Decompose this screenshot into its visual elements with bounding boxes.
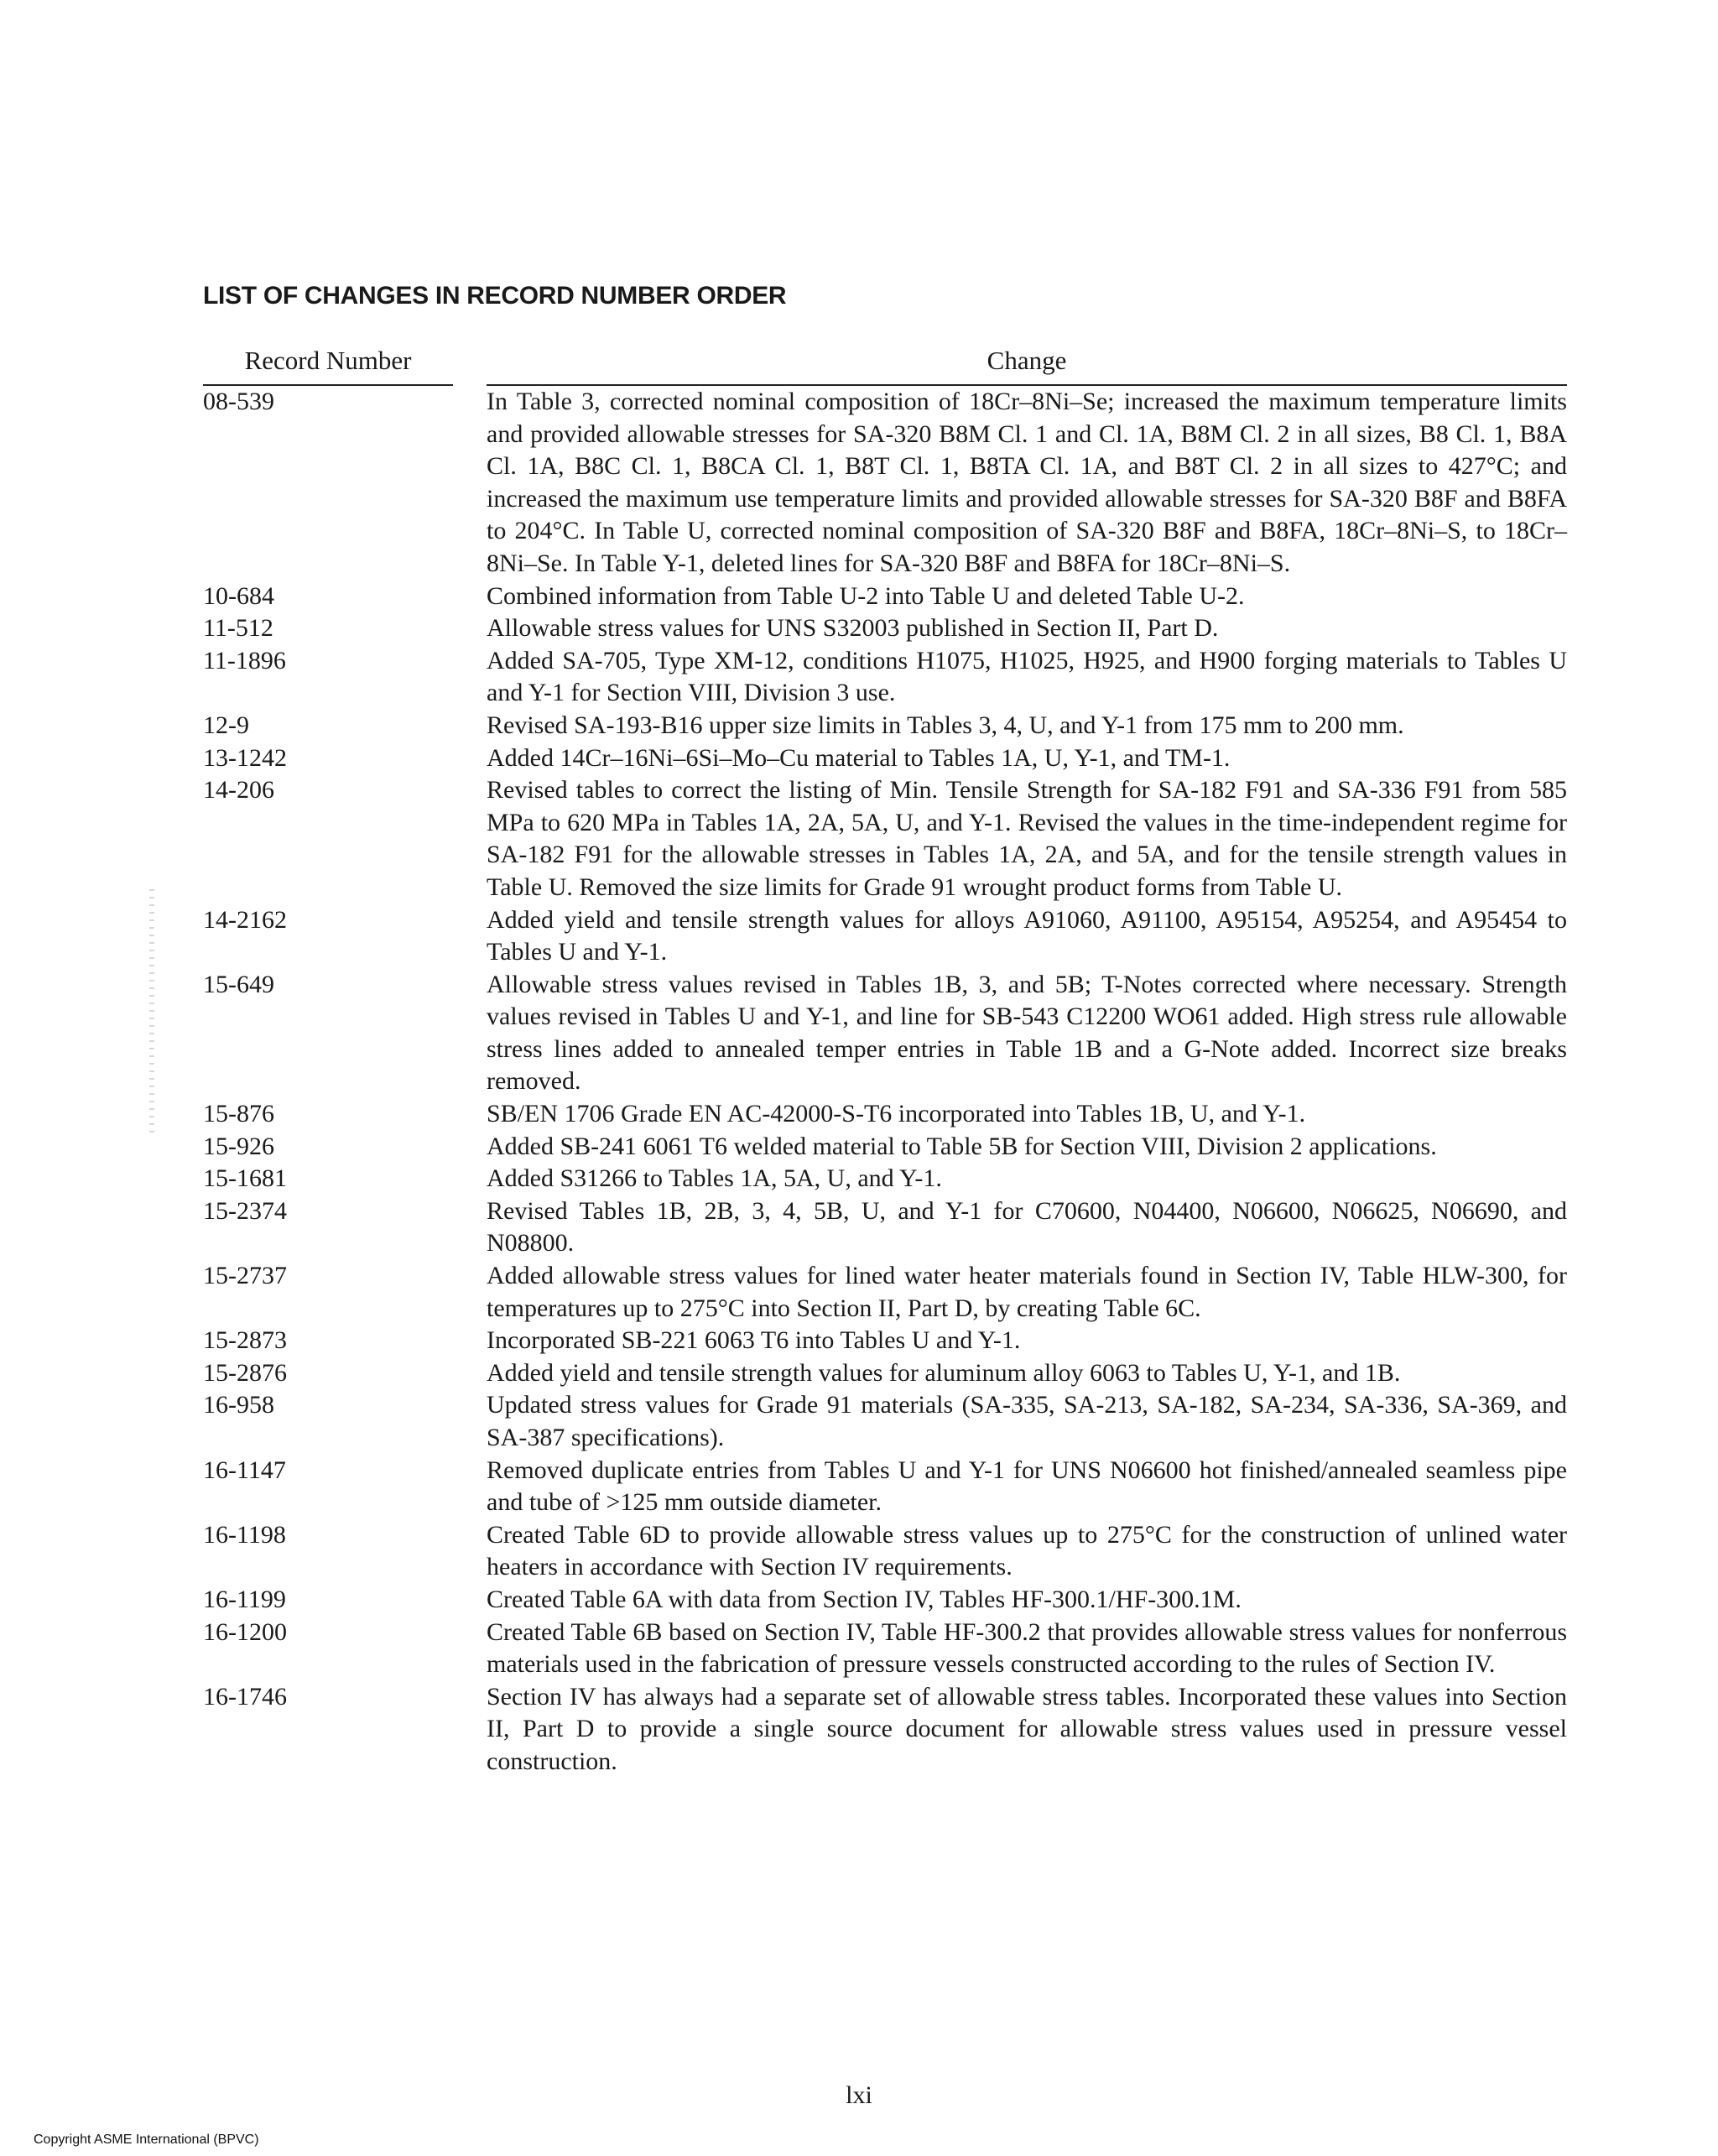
change-description: Revised tables to correct the listing of Min. Tensile Strength for SA-182 F91 and SA-336 F91 from 585 MPa to 620 MPa in Tables 1A, 2A, 5A, U, and Y-1. Revised the values in the time-independent regime for SA-182 F91 for the allowable stresses in Tables 1A, 2A, and 5A, and for the tensile strength values in Table U. Removed the size limits for Grade 91 wrought product forms from Table U. <box>487 776 1567 901</box>
change-description: Added S31266 to Tables 1A, 5A, U, and Y-1. <box>487 1164 942 1193</box>
copyright-notice: Copyright ASME International (BPVC) <box>34 2133 259 2147</box>
change-description: Allowable stress values for UNS S32003 published in Section II, Part D. <box>487 614 1219 643</box>
change-description: Allowable stress values revised in Tables 1B, 3, and 5B; T-Notes corrected where necessary. Strength values revised in Tables U and Y-1, and line for SB-543 C12200 WO61 added. High stress rule allowable stress lines added to annealed temper entries in Table 1B and a G-Note added. Incorrect size breaks removed. <box>487 970 1567 1096</box>
record-number: 11-512 <box>203 614 273 643</box>
record-number: 16-958 <box>203 1391 274 1419</box>
change-description: Section IV has always had a separate set of allowable stress tables. Incorporated these values into Section II, Part D to provide a single source document for allowable stress values used in pressure vessel construction. <box>487 1682 1567 1775</box>
record-number: 16-1198 <box>203 1520 286 1549</box>
change-description: Added SB-241 6061 T6 welded material to Table 5B for Section VIII, Division 2 applications. <box>487 1132 1437 1160</box>
table-row <box>203 1325 1567 1357</box>
table-row <box>203 581 1567 613</box>
record-number: 15-1681 <box>203 1164 287 1193</box>
table-row <box>203 742 1567 775</box>
table-row <box>203 1584 1567 1617</box>
change-description: Updated stress values for Grade 91 materials (SA-335, SA-213, SA-182, SA-234, SA-336, SA-369, and SA-387 specifications). <box>487 1391 1567 1451</box>
change-description: Removed duplicate entries from Tables U and Y-1 for UNS N06600 hot finished/annealed seamless pipe and tube of >125 mm outside diameter. <box>487 1456 1567 1517</box>
table-row <box>203 645 1567 710</box>
change-description: Added allowable stress values for lined water heater materials found in Section IV, Table HLW-300, for temperatures up to 275°C into Section II, Part D, by creating Table 6C. <box>487 1262 1567 1322</box>
table-row <box>203 1681 1567 1778</box>
record-number: 08-539 <box>203 388 274 415</box>
record-number: 12-9 <box>203 711 249 739</box>
table-row <box>203 1357 1567 1390</box>
record-number: 16-1199 <box>203 1585 286 1613</box>
change-description: Added 14Cr–16Ni–6Si–Mo–Cu material to Tables 1A, U, Y-1, and TM-1. <box>487 743 1231 772</box>
table-row <box>203 1617 1567 1681</box>
table-row <box>203 774 1567 904</box>
page-number: lxi <box>846 2081 872 2109</box>
table-row <box>203 1519 1567 1584</box>
table-row <box>203 1163 1567 1195</box>
record-number: 13-1242 <box>203 743 287 772</box>
change-description: SB/EN 1706 Grade EN AC-42000-S-T6 incorporated into Tables 1B, U, and Y-1. <box>487 1100 1306 1128</box>
record-number: 15-2873 <box>203 1326 287 1355</box>
record-number: 15-649 <box>203 970 274 998</box>
change-description: Revised Tables 1B, 2B, 3, 4, 5B, U, and Y-1 for C70600, N04400, N06600, N06625, N06690, and N08800. <box>487 1196 1567 1258</box>
change-description: Revised SA-193-B16 upper size limits in Tables 3, 4, U, and Y-1 from 175 mm to 200 mm. <box>487 711 1404 739</box>
change-description: Combined information from Table U-2 into Table U and deleted Table U-2. <box>487 581 1245 610</box>
record-number: 11-1896 <box>203 646 286 674</box>
record-number: 16-1746 <box>203 1682 287 1711</box>
table-row <box>203 1195 1567 1260</box>
record-number: 16-1147 <box>203 1456 286 1484</box>
page-heading: LIST OF CHANGES IN RECORD NUMBER ORDER <box>203 282 787 310</box>
table-row <box>203 1455 1567 1519</box>
column-header-record-number: Record Number <box>203 346 453 386</box>
change-description: Created Table 6D to provide allowable stress values up to 275°C for the construction of unlined water heaters in accordance with Section IV requirements. <box>487 1520 1567 1581</box>
record-number: 15-926 <box>203 1132 274 1160</box>
record-number: 10-684 <box>203 581 274 610</box>
record-number: 14-2162 <box>203 905 287 934</box>
table-row <box>203 1131 1567 1164</box>
change-description: Added yield and tensile strength values for aluminum alloy 6063 to Tables U, Y-1, and 1B. <box>487 1358 1401 1387</box>
table-row <box>203 386 1567 581</box>
change-description: Added yield and tensile strength values for alloys A91060, A91100, A95154, A95254, and A95454 to Tables U and Y-1. <box>487 905 1567 966</box>
change-description: Incorporated SB-221 6063 T6 into Tables U and Y-1. <box>487 1326 1021 1355</box>
margin-scan-marks <box>149 889 154 1133</box>
record-number: 14-206 <box>203 776 274 805</box>
change-description: In Table 3, corrected nominal composition of 18Cr–8Ni–Se; increased the maximum temperature limits and provided allowable stresses for SA-320 B8M Cl. 1 and Cl. 1A, B8M Cl. 2 in all sizes, B8 Cl. 1, B8A Cl. 1A, B8C Cl. 1, B8CA Cl. 1, B8T Cl. 1, B8TA Cl. 1A, and B8T Cl. 2 in all sizes to 427°C; and increased the maximum use temperature limits and provided allowable stresses for SA-320 B8F and B8FA to 204°C. In Table U, corrected nominal composition of SA-320 B8F and B8FA, 18Cr–8Ni–S, to 18Cr–8Ni–Se. In Table Y-1, deleted lines for SA-320 B8F and B8FA for 18Cr–8Ni–S. <box>487 388 1567 577</box>
record-number: 15-2374 <box>203 1196 287 1225</box>
table-row <box>203 1389 1567 1454</box>
change-description: Added SA-705, Type XM-12, conditions H1075, H1025, H925, and H900 forging materials to Tables U and Y-1 for Section VIII, Division 3 use. <box>487 646 1567 707</box>
table-row <box>203 1098 1567 1131</box>
record-number: 15-2876 <box>203 1358 287 1387</box>
table-row <box>203 904 1567 969</box>
change-description: Created Table 6B based on Section IV, Table HF-300.2 that provides allowable stress values for nonferrous materials used in the fabrication of pressure vessels constructed according to the rules of Section IV. <box>487 1617 1567 1679</box>
table-row <box>203 710 1567 742</box>
record-number: 15-876 <box>203 1100 274 1128</box>
record-number: 15-2737 <box>203 1262 287 1290</box>
table-row <box>203 1260 1567 1325</box>
change-description: Created Table 6A with data from Section IV, Tables HF-300.1/HF-300.1M. <box>487 1585 1242 1613</box>
table-row <box>203 612 1567 645</box>
table-row <box>203 969 1567 1098</box>
record-number: 16-1200 <box>203 1617 287 1646</box>
changes-list <box>203 386 1567 1778</box>
column-header-change: Change <box>487 346 1567 386</box>
